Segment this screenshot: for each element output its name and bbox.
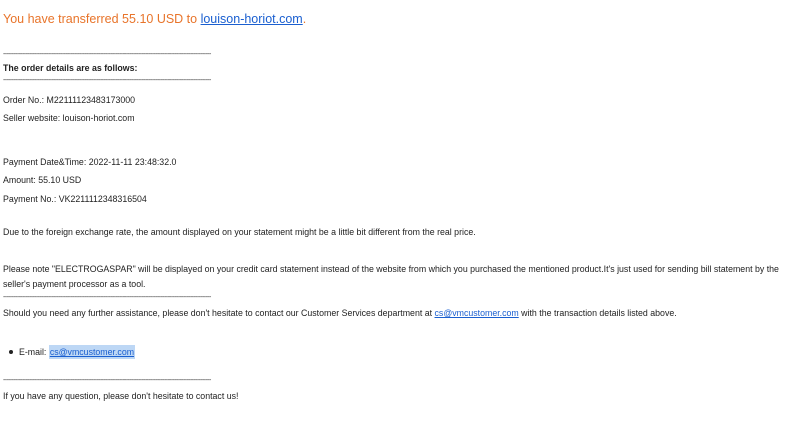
payment-amount: Amount: 55.10 USD bbox=[3, 175, 82, 185]
payment-number: Payment No.: VK2211112348316504 bbox=[3, 194, 147, 204]
seller-website: Seller website: louison-horiot.com bbox=[3, 113, 135, 123]
closing-message: If you have any question, please don't hesitate to contact us! bbox=[3, 391, 239, 401]
transfer-headline bbox=[3, 12, 306, 26]
statement-descriptor-note: Please note "ELECTROGASPAR" will be displayed on your credit card statement instead of the website from which you purchased the mentioned product.It's just used for sending bill statement by the seller's payment processor as a tool. bbox=[3, 264, 779, 289]
contact-list-item bbox=[9, 345, 135, 359]
transfer-headline-suffix: . bbox=[302, 12, 307, 26]
order-details-heading: The order details are as follows: bbox=[3, 63, 138, 73]
assistance-paragraph bbox=[3, 307, 677, 319]
order-number: Order No.: M22111123483173000 bbox=[3, 95, 136, 105]
assistance-suffix: with the transaction details listed above. bbox=[518, 308, 677, 318]
divider: ------------------------------------------------------------------------------------------------------------------------ bbox=[3, 51, 211, 58]
payment-date-time: Payment Date&Time: 2022-11-11 23:48:32.0 bbox=[3, 157, 177, 167]
divider: ------------------------------------------------------------------------------------------------------------------------ bbox=[3, 77, 211, 84]
assistance-prefix: Should you need any further assistance, please don't hesitate to contact our Customer Services department at bbox=[3, 308, 435, 318]
support-email-link[interactable]: cs@vmcustomer.com bbox=[434, 308, 519, 318]
divider: ------------------------------------------------------------------------------------------------------------------------ bbox=[3, 294, 211, 301]
contact-email-link[interactable]: cs@vmcustomer.com bbox=[49, 347, 135, 357]
transfer-headline-prefix: You have transferred 55.10 USD to bbox=[3, 12, 201, 26]
bullet-icon bbox=[9, 350, 13, 354]
divider: ------------------------------------------------------------------------------------------------------------------------ bbox=[3, 377, 211, 384]
exchange-rate-note: Due to the foreign exchange rate, the amount displayed on your statement might be a little bit different from the real price. bbox=[3, 227, 476, 237]
merchant-link[interactable]: louison-horiot.com bbox=[200, 12, 303, 26]
contact-email-label: E-mail: bbox=[19, 347, 49, 357]
